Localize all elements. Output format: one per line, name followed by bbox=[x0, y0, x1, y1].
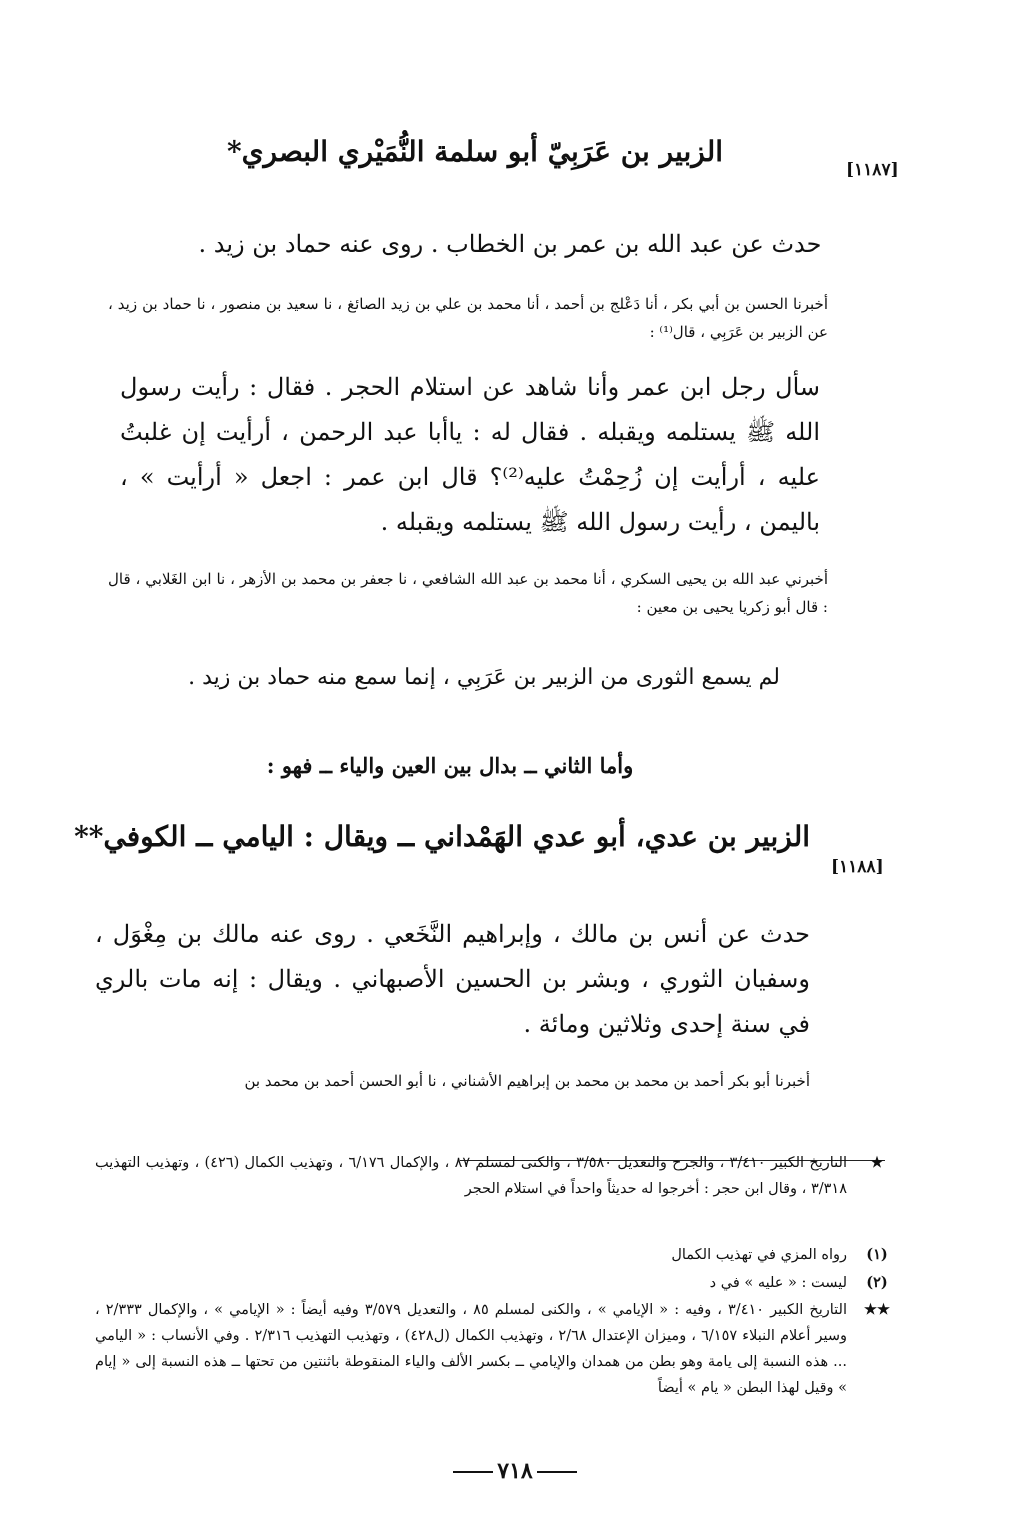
entry-summary: حدث عن أنس بن مالك ، وإبراهيم النَّخَعي . روى عنه مالك بن مِغْوَل ، وسفيان الثوري ، وبشر بن الحسين الأصبهاني . ويقال : إنه مات بالري في سنة إحدى وثلاثين ومائة . bbox=[95, 920, 810, 1038]
isnad-chain: أخبرنا أبو بكر أحمد بن محمد بن محمد بن إبراهيم الأشناني ، نا أبو الحسن أحمد بن محمد بن bbox=[244, 1072, 810, 1090]
footnote-mark: ★★ bbox=[864, 1301, 890, 1318]
footnote bbox=[95, 1150, 895, 1202]
footnote bbox=[95, 1242, 895, 1268]
entry-title: الزبير بن عَرَبِيّ أبو سلمة النُّمَيْري البصري* bbox=[226, 135, 724, 168]
footnote-text: رواه المزي في تهذيب الكمال bbox=[671, 1247, 847, 1263]
entry-number: [١١٨٧] bbox=[846, 160, 899, 180]
page-number bbox=[400, 1458, 630, 1484]
hadith-text: سأل رجل ابن عمر وأنا شاهد عن استلام الحجر . فقال : رأيت رسول الله ﷺ يستلمه ويقبله . فقال له : ياأبا عبد الرحمن ، أرأيت إن غلبتُ عليه ، أرأيت إن زُحِمْتُ عليه⁽²⁾؟ قال ابن عمر : اجعل « أرأيت » ، باليمن ، رأيت رسول الله ﷺ يستلمه ويقبله . bbox=[120, 373, 820, 536]
footnote-text: التاريخ الكبير ٣/٤١٠ ، وفيه : « الإيامي » ، والكنى لمسلم ٨٥ ، والتعديل ٣/٥٧٩ وفيه أيضاً : « الإيامي » ، والإكمال ٢/٣٣٣ ، وسير أعلام النبلاء ٦/١٥٧ ، وميزان الإعتدال ٢/٦٨ ، وتهذيب الكمال (ل٤٢٨) ، وتهذيب التهذيب ٢/٣١٦ . وفي الأنساب : « اليامي ... هذه النسبة إلى يامة وهو بطن من همدان والإيامي ــ بكسر الألف والياء المنقوطة باثنتين من تحتها ــ هذه النسبة إلى « إيام » وقيل لهذا البطن « يام » أيضاً bbox=[95, 1302, 848, 1396]
isnad-chain: أخبرنا الحسن بن أبي بكر ، أنا دَعْلج بن أحمد ، أنا محمد بن علي بن زيد الصائغ ، نا سعيد بن منصور ، نا حماد بن زيد ، عن الزبير بن عَرَبِي ، قال⁽¹⁾ : bbox=[108, 295, 828, 341]
isnad-chain: أخبرني عبد الله بن يحيى السكري ، أنا محمد بن عبد الله الشافعي ، نا جعفر بن محمد بن الأزهر ، نا ابن الغَلابي ، قال : قال أبو زكريا يحيى بن معين : bbox=[108, 570, 828, 616]
entry-number: [١١٨٨] bbox=[831, 857, 884, 877]
footnote-mark: (٢) bbox=[866, 1274, 888, 1291]
footnote-text: التاريخ الكبير ٣/٤١٠ ، والجرح والتعديل ٣/٥٨٠ ، والكنى لمسلم ٨٧ ، والإكمال ٦/١٧٦ ، وتهذيب الكمال (٤٢٦) ، وتهذيب التهذيب ٣/٣١٨ ، وقال ابن حجر : أخرجوا له حديثاً واحداً في استلام الحجر bbox=[95, 1155, 848, 1197]
narrator-statement: لم يسمع الثورى من الزبير بن عَرَبِي ، إنما سمع منه حماد بن زيد . bbox=[188, 665, 780, 690]
footnote bbox=[95, 1270, 895, 1296]
footnote bbox=[95, 1297, 895, 1401]
entry-summary: حدث عن عبد الله بن عمر بن الخطاب . روى عنه حماد بن زيد . bbox=[198, 230, 822, 258]
page-number-text: ٧١٨ bbox=[497, 1458, 533, 1484]
section-heading: وأما الثاني ــ بدال بين العين والياء ــ فهو : bbox=[266, 753, 634, 778]
footnote-mark: (١) bbox=[866, 1246, 888, 1263]
footnote-mark: ★ bbox=[870, 1154, 884, 1171]
entry-title: الزبير بن عدي، أبو عدي الهَمْداني ــ ويقال : اليامي ــ الكوفي** bbox=[74, 820, 810, 853]
footnote-text: ليست : « عليه » في د bbox=[709, 1275, 847, 1291]
